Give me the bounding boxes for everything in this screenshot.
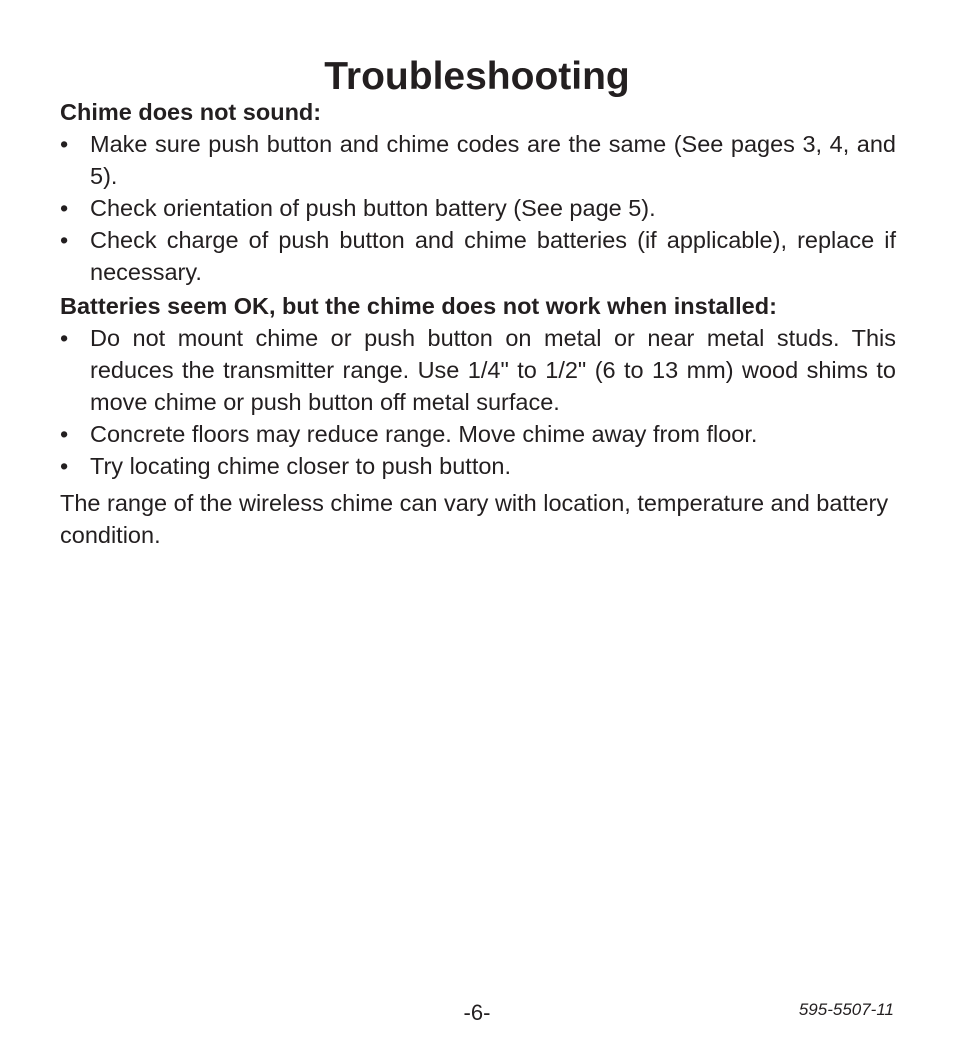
- list-item-text: Make sure push button and chime codes are the same (See pages 3, 4, and 5).: [90, 131, 896, 189]
- list-item: [60, 450, 896, 482]
- document-code: 595-5507-11: [798, 1000, 894, 1019]
- bullet-icon: •: [60, 131, 69, 157]
- page-number: -6-: [463, 1000, 491, 1025]
- list-item-text: Check orientation of push button battery (See page 5).: [90, 195, 656, 221]
- bullet-list-chime-does-not-sound: [60, 128, 896, 288]
- bullet-icon: •: [60, 421, 69, 447]
- list-item-text: Check charge of push button and chime batteries (if applicable), replace if necessary.: [90, 227, 896, 285]
- bullet-icon: •: [60, 325, 69, 351]
- list-item: [60, 192, 896, 224]
- bullet-icon: •: [60, 453, 69, 479]
- list-item-text: Concrete floors may reduce range. Move chime away from floor.: [90, 421, 758, 447]
- list-item-text: Do not mount chime or push button on metal or near metal studs. This reduces the transmitter range. Use 1/4" to 1/2" (6 to 13 mm) wood shims to move chime or push button off metal surface.: [90, 325, 896, 415]
- list-item: [60, 128, 896, 192]
- list-item: [60, 418, 896, 450]
- closing-paragraph: The range of the wireless chime can vary with location, temperature and battery condition.: [60, 490, 889, 548]
- list-item-text: Try locating chime closer to push button.: [90, 453, 512, 479]
- page-title: Troubleshooting: [324, 55, 630, 98]
- bullet-icon: •: [60, 227, 69, 253]
- list-item: [60, 224, 896, 288]
- bullet-list-batteries-seem-ok: [60, 322, 896, 482]
- troubleshooting-content: [60, 96, 896, 551]
- bullet-icon: •: [60, 195, 69, 221]
- section-heading-batteries-seem-ok: Batteries seem OK, but the chime does not work when installed:: [60, 293, 777, 319]
- list-item: [60, 322, 896, 418]
- section-heading-chime-does-not-sound: Chime does not sound:: [60, 99, 322, 125]
